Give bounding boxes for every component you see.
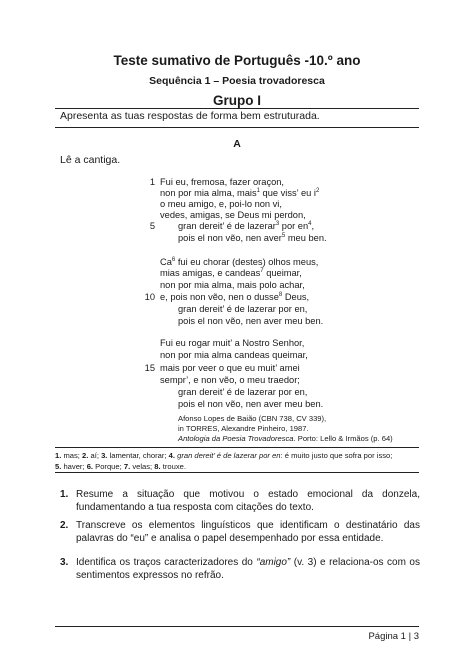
poem-line: mias amigas, e candeas$^7$ queimar,	[160, 268, 302, 278]
line-number: 5	[149, 221, 155, 231]
source-author: Afonso Lopes de Baião (CBN 738, CV 339),	[178, 414, 327, 423]
test-title: Teste sumativo de Português -10.º ano	[113, 53, 361, 68]
poem-line: o meu amigo, e, poi-lo non vi,	[160, 199, 282, 209]
lead-text: Lê a cantiga.	[60, 154, 121, 166]
section-heading: A	[233, 138, 241, 150]
question-1: 1. Resume a situação que motivou o estado emocional da donzela, fundamentando a tua resposta com citações do texto.	[60, 489, 420, 513]
poem-line: non por mia alma, mais$^1$ que viss’ eu $i^2$	[160, 188, 320, 198]
sequence-subtitle: Sequência 1 – Poesia trovadoresca	[149, 75, 325, 87]
line-number: 1	[149, 177, 155, 187]
question-2: 2. Transcreve os elementos linguísticos que identificam o destinatário das palavras do “eu” e analisa o papel desempenhado por essa entidade.	[60, 520, 420, 544]
divider	[55, 472, 419, 473]
poem-line: e, pois non vẽo, nen o dusse$^8$ Deus,	[160, 292, 310, 302]
poem-line: Fui eu, fremosa, fazer oraçon,	[160, 177, 285, 187]
poem-line: vedes, amigas, se Deus mi perdon,	[160, 210, 306, 220]
poem-line: pois el non vẽo, nen aver meu ben.	[178, 399, 324, 409]
page-number: Página 1 | 3	[368, 631, 419, 642]
line-number: 15	[144, 363, 155, 373]
footer-divider	[55, 626, 419, 627]
question-3: 3. Identifica os traços caracterizadores do “amigo” (v. 3) e relaciona-os com os sentimentos expressos no refrão.	[60, 557, 420, 581]
poem-line: mais por veer o que eu muit’ amei	[160, 363, 300, 373]
group-heading: Grupo I	[213, 93, 261, 108]
poem-line: Ca$^6$ fui eu chorar (destes) olhos meus,	[160, 257, 319, 267]
poem-line: gran dereit’ é de lazerar$^3$ por $en^4$,	[178, 221, 315, 231]
source-book: Antologia da Poesia Trovadoresca. Porto: Lello & Irmãos (p. 64)	[178, 434, 393, 443]
poem-line: Fui eu rogar muit’ a Nostro Senhor,	[160, 338, 305, 348]
poem-line: non por mia alma, mais polo achar,	[160, 280, 305, 290]
poem-line: gran dereit’ é de lazerar por en,	[178, 304, 308, 314]
divider	[55, 447, 419, 448]
poem-line: pois el non vẽo, nen aver$^5$ meu ben.	[178, 233, 327, 243]
source-edition: in TORRES, Alexandre Pinheiro, 1987.	[178, 424, 309, 433]
instruction-text: Apresenta as tuas respostas de forma bem estruturada.	[60, 110, 320, 122]
poem-line: non por mia alma candeas queimar,	[160, 350, 308, 360]
glossary-notes: 1. mas; 2. aí; 3. lamentar, chorar; 4. gran dereit’ é de lazerar por en: é muito justo que sofra por isso; 5. haver; 6. Porque; 7. velas; 8. trouxe.	[55, 451, 393, 471]
poem-line: sempr’, e non vẽo, o meu traedor;	[160, 375, 300, 385]
poem-line: pois el non vẽo, nen aver meu ben.	[178, 316, 324, 326]
line-number: 10	[144, 292, 155, 302]
poem-line: gran dereit’ é de lazerar por en,	[178, 387, 308, 397]
